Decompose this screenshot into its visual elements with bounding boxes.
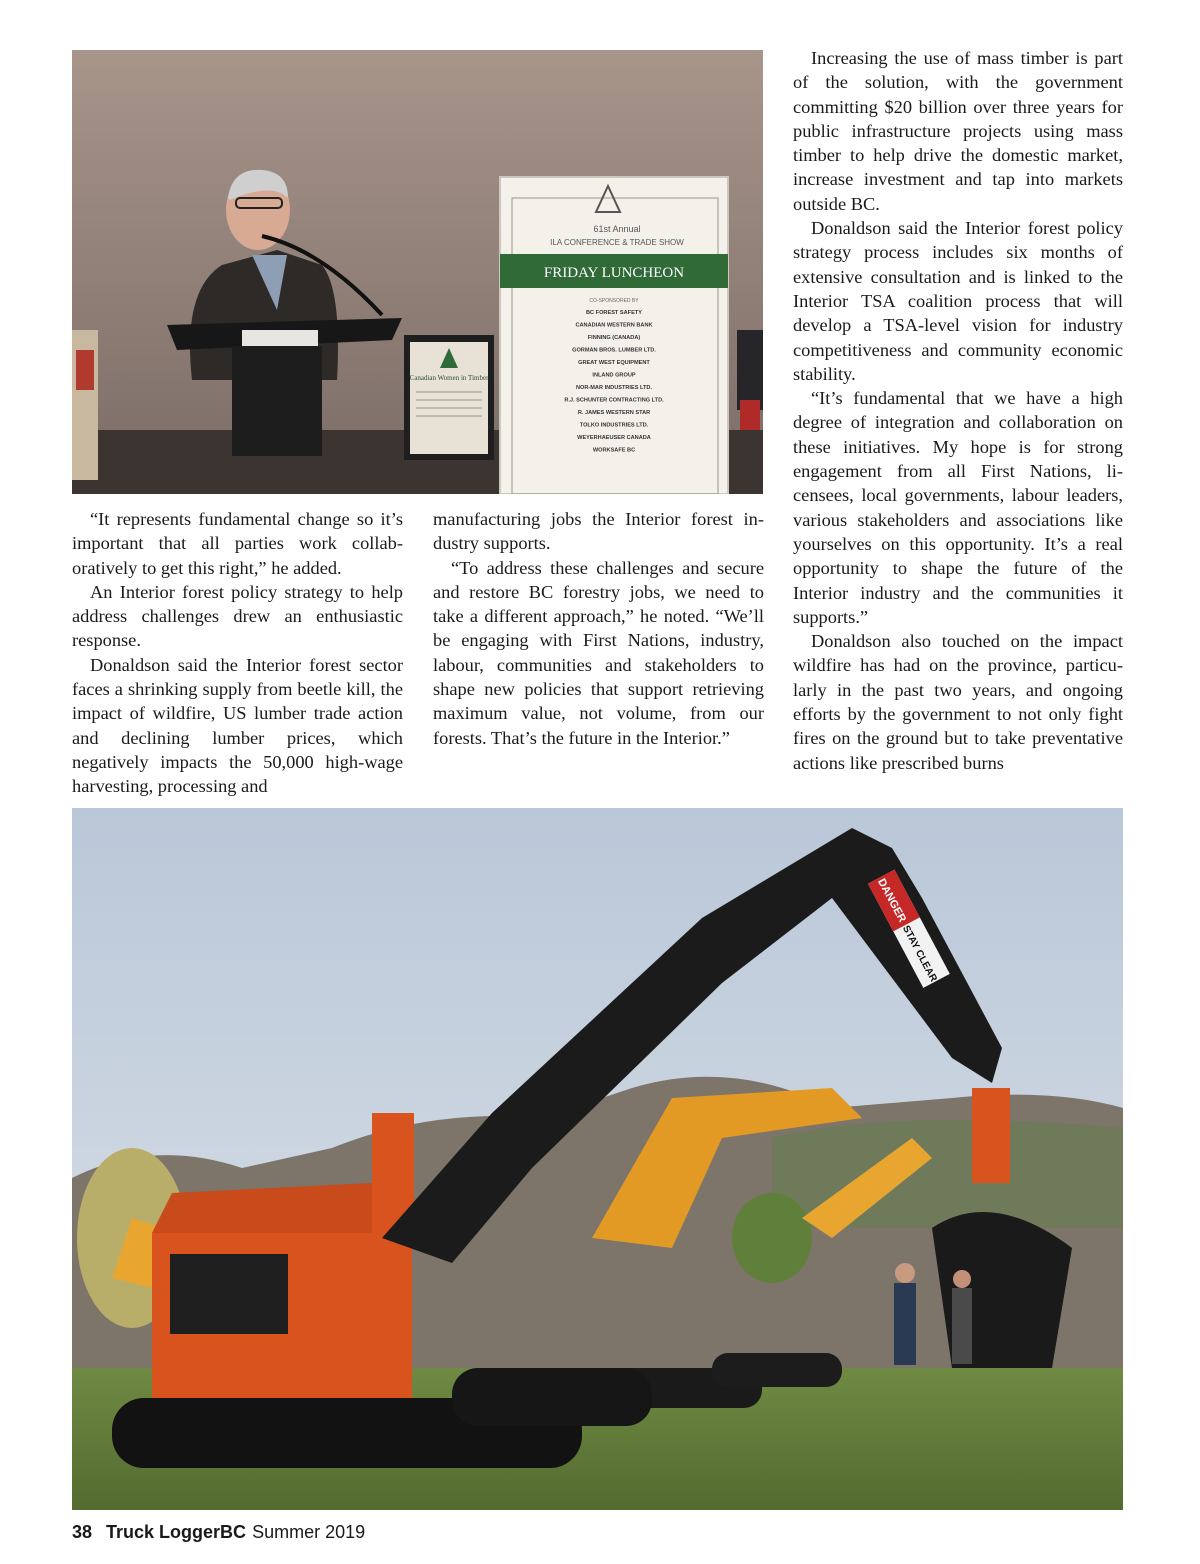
equipment-photo-illustration [72,808,1123,1510]
sponsor-name: TOLKO INDUSTRIES LTD. [579,422,649,429]
sponsor-name: NOR-MAR INDUSTRIES LTD. [575,385,653,391]
photo-forestry-equipment [72,808,1123,1510]
boom-decal-stay-clear: STAY CLEAR [899,923,939,984]
col2-paragraph: “To address these challenges and secure and restore BC forestry jobs, we need to take a different approach,” he noted. “We’ll be engaging with First Nations, industry, labour, communities and stakeholders to shape new policies that support retrieving maximum value, not volume, from our forests. That’s the future in the Interior.” [433,557,764,748]
sponsor-name: WORKSAFE BC [592,447,636,454]
sponsor-name: GORMAN BROS. LUMBER LTD. [572,347,656,354]
sponsor-name: FINNING (CANADA) [587,335,641,341]
sponsor-name: CANADIAN WESTERN BANK [575,322,653,329]
col3-paragraph: Donaldson also touched on the impact wildfire has had on the province, particularly in the past two years, and ongoing efforts by the government to not only fight fires on the ground but to take preventative actions like prescribed burns [793,631,1123,773]
photo-speaker-at-podium [72,50,763,494]
grapple [972,1088,1010,1183]
col3-paragraph: Donaldson said the Interior forest policy strategy process includes six months of extensive consultation and is linked to the Interior TSA coalition process that will develop a TSA-level vision for industry competitiveness and community economic stability. [793,218,1123,384]
col3-paragraph: “It’s fundamental that we have a high degree of integration and collaboration on these initiatives. My hope is for strong engagement from all First Nations, licensees, local governments, labour leaders, various stakeholders and associations like yourselves on this opportunity. It’s a real opportunity to shape the future of the Interior industry and the communities it supports.” [793,388,1123,627]
small-sign-text: Canadian Women in Timber [409,374,489,382]
sponsor-name: R.J. SCHUNTER CONTRACTING LTD. [564,397,664,404]
page-number: 38 [72,1522,93,1542]
article-column-1 [72,507,403,799]
sponsor-name: R. JAMES WESTERN STAR [577,410,651,416]
sponsor-name: GREAT WEST EQUIPMENT [578,360,650,366]
sponsor-name: INLAND GROUP [592,372,636,379]
boom-decal-danger: DANGER [875,876,909,925]
speaker-photo-illustration [72,50,763,494]
sign-banner-text: FRIDAY LUNCHEON [543,265,685,281]
sign-small: 61st Annual [593,224,641,234]
issue-date: Summer 2019 [252,1522,366,1542]
magazine-name: Truck LoggerBC [106,1522,247,1542]
col3-paragraph: Increasing the use of mass timber is part of the solution, with the government committing $20 billion over three years for public infrastructure projects using mass timber to help drive the domestic market, increase investment and tap into markets outside BC. [793,48,1123,214]
col1-paragraph: “It represents fundamental change so it’s important that all parties work collaboratively to get this right,” he added. [72,509,403,578]
sign-title: ILA CONFERENCE & TRADE SHOW [550,238,684,247]
article-column-2 [433,507,764,750]
sponsor-name: WEYERHAEUSER CANADA [577,435,651,441]
page-footer [72,1518,365,1546]
article-column-3 [793,46,1123,775]
col2-paragraph: manufacturing jobs the Interior forest industry supports. [433,509,764,554]
col1-paragraph: An Interior forest policy strategy to help address challenges drew an enthusiastic response. [72,581,403,651]
sign-cosponsored: CO-SPONSORED BY [589,298,639,304]
col1-paragraph: Donaldson said the Interior forest sector faces a shrinking supply from beetle kill, the impact of wildfire, US lumber trade action and declining lumber prices, which negatively impacts the 50,000 high-wage harvesting, processing and [72,654,403,797]
sponsor-name: BC FOREST SAFETY [586,310,642,316]
